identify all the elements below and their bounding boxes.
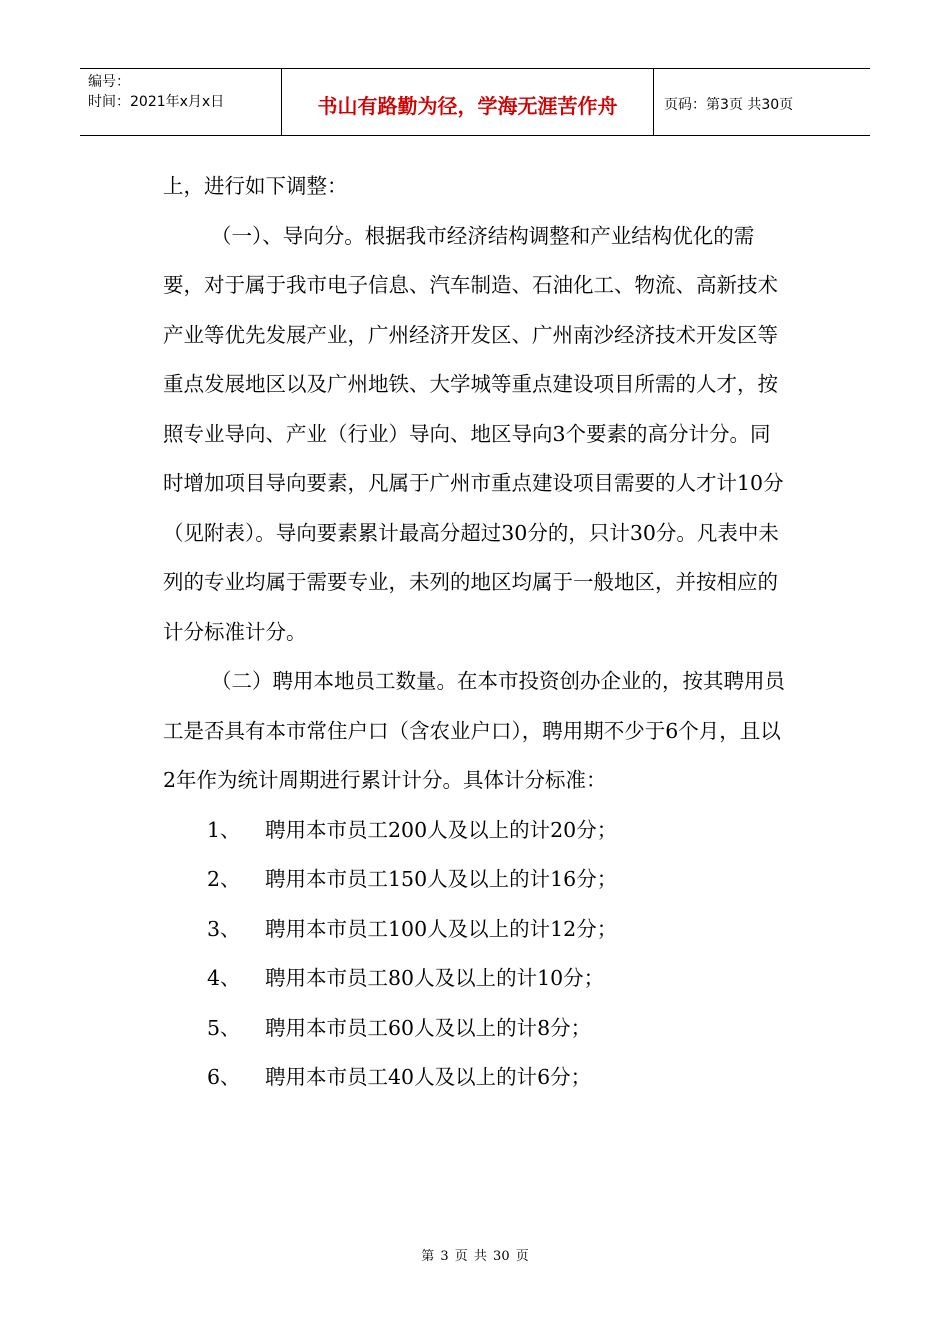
list-item-text: 聘用本市员工150人及以上的计16分； bbox=[265, 867, 618, 891]
document-body bbox=[163, 162, 788, 1103]
header-page-info: 页码：第3页 共30页 bbox=[664, 97, 794, 113]
list-item-number: 4、 bbox=[207, 966, 241, 990]
list-item-text: 聘用本市员工100人及以上的计12分； bbox=[265, 916, 618, 941]
header-motto: 书山有路勤为径，学海无涯苦作舟 bbox=[282, 69, 654, 135]
paragraph-continuation: 上，进行如下调整： bbox=[163, 174, 348, 198]
list-item-number: 5、 bbox=[207, 1015, 241, 1040]
list-item bbox=[163, 905, 788, 955]
list-item bbox=[163, 1004, 788, 1054]
list-item-text: 聘用本市员工200人及以上的计20分； bbox=[265, 817, 618, 842]
list-item bbox=[163, 806, 788, 856]
page-footer: 第 3 页 共 30 页 bbox=[421, 1249, 529, 1264]
document-date: 时间：2021年x月x日 bbox=[88, 94, 225, 110]
header-meta bbox=[80, 69, 282, 135]
list-item-text: 聘用本市员工60人及以上的计8分； bbox=[265, 1015, 592, 1040]
list-item-number: 2、 bbox=[207, 867, 241, 891]
list-item bbox=[163, 855, 788, 905]
page-header bbox=[80, 68, 870, 136]
paragraph-guidance-score: （一）、导向分。根据我市经济结构调整和产业结构优化的需要，对于属于我市电子信息、汽车制造、石油化工、物流、高新技术产业等优先发展产业，广州经济开发区、广州南沙经济技术开发区等重点发展地区以及广州地铁、大学城等重点建设项目所需的人才，按照专业导向、产业（行业）导向、地区导向3个要素的高分计分。同时增加项目导向要素，凡属于广州市重点建设项目需要的人才计10分（见附表）。导向要素累计最高分超过30分的，只计30分。凡表中未列的专业均属于需要专业，未列的地区均属于一般地区，并按相应的计分标准计分。 bbox=[163, 223, 784, 644]
list-item-number: 1、 bbox=[207, 817, 241, 842]
list-item-text: 聘用本市员工80人及以上的计10分； bbox=[265, 966, 605, 990]
list-item bbox=[163, 954, 788, 1004]
document-number-label: 编号： bbox=[88, 74, 130, 90]
list-item bbox=[163, 1053, 788, 1103]
list-item-number: 3、 bbox=[207, 916, 241, 941]
list-item-text: 聘用本市员工40人及以上的计6分； bbox=[265, 1065, 592, 1089]
paragraph-local-staff: （二）聘用本地员工数量。在本市投资创办企业的，按其聘用员工是否具有本市常住户口（含农业户口），聘用期不少于6个月，且以2年作为统计周期进行累计计分。具体计分标准： bbox=[163, 669, 785, 792]
list-item-number: 6、 bbox=[207, 1065, 241, 1089]
